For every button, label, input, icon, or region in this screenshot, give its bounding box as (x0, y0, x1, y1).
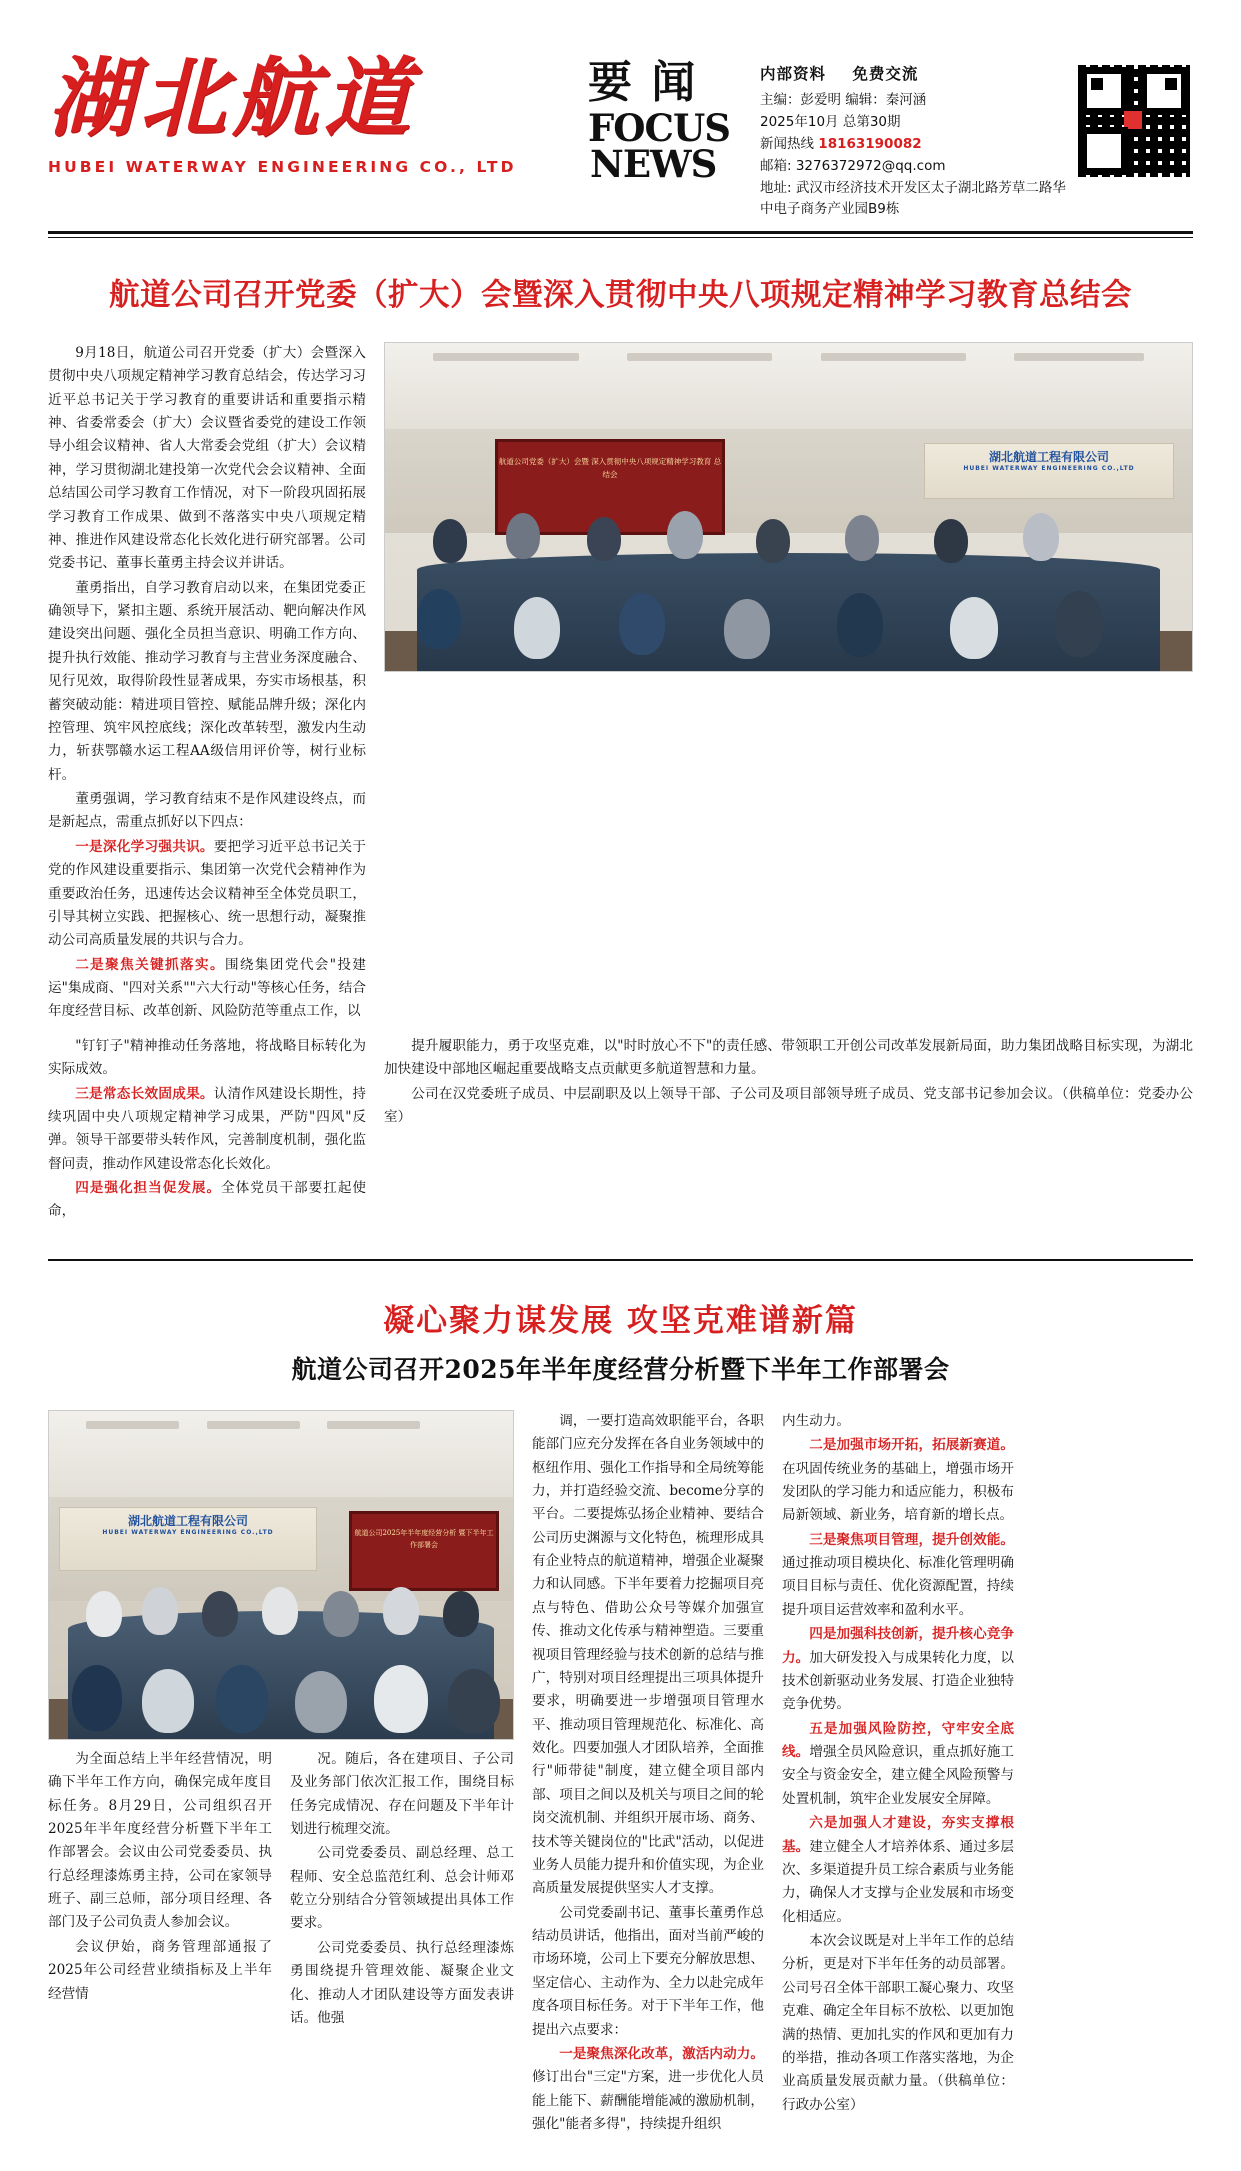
photo-company-sign (924, 443, 1174, 499)
company-sign-en: HUBEI WATERWAY ENGINEERING CO.,LTD (102, 1528, 274, 1536)
article2-photo (48, 1410, 514, 1740)
paragraph: 9月18日，航道公司召开党委（扩大）会暨深入贯彻中央八项规定精神学习教育总结会，传达学习习近平总书记关于学习教育的重要讲话和重要指示精神、省委常委会（扩大）会议暨省委党的建设工作领导小组会议精神、省人大常委会党组（扩大）会议精神，学习贯彻湖北建投第一次党代会会议精神、全面总结国公司学习教育工作情况，对下一阶段巩固拓展学习教育工作成果、做到不落落实中央八项规定精神、推进作风建设常态化长效化进行研究部署。公司党委书记、董事长董勇主持会议并讲话。 (48, 344, 366, 572)
paragraph: 况。随后，各在建项目、子公司及业务部门依次汇报工作，围绕目标任务完成情况、存在问题及下半年计划进行梳理交流。 (290, 1750, 514, 1837)
internal-material-label: 内部资料 (760, 65, 827, 83)
item-text: 通过推动项目模块化、标准化管理明确项目目标与责任、优化资源配置，持续提升项目运营效率和盈利水平。 (782, 1555, 1014, 1618)
article1-column-2 (48, 1035, 366, 1225)
focus-label-en (588, 106, 738, 187)
page-footer-space (48, 2137, 1193, 2171)
item-text: 加大研发投入与成果转化力度，以技术创新驱动业务发展、打造企业独特竞争优势。 (782, 1649, 1015, 1713)
paragraph: 公司党委副书记、董事长董勇作总结动员讲话，他指出，面对当前严峻的市场环境，公司上下要充分解放思想、坚定信心、主动作为、全力以赴完成年度各项目标任务。对于下半年工作，他提出六点要求： (532, 1904, 764, 2038)
item-text: 要把学习近平总书记关于党的作风建设重要指示、集团第一次党代会精神作为重要政治任务，迅速传达会议精神至全体党员职工，引导其树立实践、把握核心、统一思想行动，凝聚推动公司高质量发展的共识与合力。 (48, 838, 366, 949)
article2-headline: 凝心聚力谋发展 攻坚克难谱新篇 (383, 1302, 858, 1339)
paragraph-item (782, 1529, 1014, 1623)
qr-dot-2 (1165, 78, 1177, 90)
article2-column-A (48, 1748, 272, 2032)
item-lead: 四是加强科技创新，提升核心竞争力。 (782, 1626, 1014, 1666)
paragraph-item (48, 1083, 366, 1177)
publication-title-en: HUBEI WATERWAY ENGINEERING CO., LTD (48, 158, 517, 176)
item-lead: 三是常态长效固成果。 (75, 1085, 214, 1102)
free-exchange-label: 免费交流 (852, 65, 919, 83)
paragraph-item (48, 954, 366, 1024)
logo-block (48, 48, 588, 176)
article2-left-block (48, 1410, 514, 2138)
paragraph: 本次会议既是对上半年工作的总结分析，更是对下半年任务的动员部署。公司号召全体干部职工凝心聚力、攻坚克难、确定全年目标不放松、以更加饱满的热情、更加扎实的作风和更加有力的举措，推动各项工作落实落地，为企业高质量发展贡献力量。（供稿单位：行政办公室） (782, 1933, 1014, 2113)
item-lead: 一是深化学习强共识。 (75, 838, 214, 855)
paragraph-item (782, 1623, 1014, 1717)
item-text: 认清作风建设长期性，持续巩固中央八项规定精神学习成果，严防"四风"反弹。领导干部要带头转作风，完善制度机制，强化监督问责，推动作风建设常态化长效化。 (48, 1085, 366, 1172)
qr-dot-3 (1091, 152, 1103, 164)
paragraph: 为全面总结上半年经营情况，明确下半年工作方向，确保完成年度目标任务。8月29日，公司组织召开2025年半年度经营分析暨下半年工作部署会。会议由公司党委委员、执行总经理漆炼勇主持，公司在家领导班子、副三总师，部分项目经理、各部门及子公司负责人参加会议。 (48, 1750, 272, 1931)
photo2-projection-screen: 航道公司2025年半年度经营分析 暨下半年工作部署会 (349, 1511, 499, 1591)
company-sign-cn: 湖北航道工程有限公司 (988, 449, 1109, 464)
item-text: 在巩固传统业务的基础上，增强市场开发团队的学习能力和适应能力，积极布局新领域、新业务，培育新的增长点。 (782, 1460, 1014, 1524)
article2-left-columns (48, 1748, 514, 2032)
article2-row (48, 1410, 1193, 2138)
paragraph-item (782, 1812, 1014, 1929)
company-sign-en: HUBEI WATERWAY ENGINEERING CO.,LTD (963, 464, 1135, 472)
paragraph-item (48, 836, 366, 953)
address-line: 地址: 武汉市经济技术开发区太子湖北路芳草二路华中电子商务产业园B9栋 (760, 179, 1066, 218)
item-text: 全体党员干部要扛起使命， (48, 1180, 367, 1220)
email-line: 邮箱: 3276372972@qq.com (760, 157, 946, 174)
info-top-line (760, 62, 1075, 87)
editor-line: 主编：彭爱明 编辑：秦河涵 (760, 92, 927, 109)
item-text: 增强全员风险意识，重点抓好施工安全与资金安全，建立健全风险预警与处置机制，筑牢企业发展安全屏障。 (782, 1744, 1015, 1807)
article1-top-row (48, 342, 1193, 1025)
paragraph: 会议伊始，商务管理部通报了2025年公司经营业绩指标及上半年经营情 (48, 1938, 272, 2002)
focus-block (588, 56, 738, 187)
company-sign-cn: 湖北航道工程有限公司 (127, 1513, 248, 1528)
paragraph: 公司在汉党委班子成员、中层副职及以上领导干部、子公司及项目部领导班子成员、党支部书记参加会议。（供稿单位：党委办公室） (384, 1085, 1193, 1125)
photo-ceiling (385, 343, 1192, 429)
hotline-label: 新闻热线 (760, 135, 814, 152)
paragraph: 调，一要打造高效职能平台，各职能部门应充分发挥在各自业务领域中的枢纽作用、强化工作指导和全局统筹能力，并打造经验交流、become分享的平台。二要提炼弘扬企业精神、要结合公司历史渊源与文化特色，梳理形成具有企业特点的航道精神，增强企业凝聚力和认同感。下半年要着力挖掘项目亮点与特色、借助公众号等媒介加强宣传、推动文化传承与精神塑造。三要重视项目管理经验与技术创新的总结与推广，特别对项目经理提出三项具体提升要求，明确要进一步增强项目管理水平、推动项目管理规范化、标准化、高效化。四要加强人才团队培养，全面推行"师带徒"制度，建立健全项目部内部、项目之间以及机关与项目之间的轮岗交流机制、并组织开展市场、商务、技术等关键岗位的"比武"活动，以促进业务人员能力提升和价值实现，为企业高质量发展提供坚实人才支撑。 (532, 1412, 764, 1897)
article2-subheadline: 航道公司召开2025年半年度经营分析暨下半年工作部署会 (291, 1354, 950, 1384)
photo-projection-screen: 航道公司党委（扩大）会暨 深入贯彻中央八项规定精神学习教育 总结会 (495, 439, 725, 535)
paragraph-item (48, 1177, 366, 1224)
article1-bottom-row (48, 1035, 1193, 1225)
item-lead: 二是加强市场开拓，拓展新赛道。 (809, 1437, 1014, 1454)
paragraph: 董勇指出，自学习教育启动以来，在集团党委正确领导下，紧扣主题、系统开展活动、靶向解决作风建设突出问题、强化全员担当意识、明确工作方向、提升执行效能、推动学习教育与主营业务深度融合、见行见效，取得阶段性显著成果，夯实市场根基，积蓄突破动能：精进项目管控、赋能品牌升级；深化内控管理、筑牢风控底线；深化改革转型，激发内生动力，斩获鄂赣水运工程AA级信用评价等，树行业标杆。 (48, 579, 366, 783)
paragraph: "钉钉子"精神推动任务落地，将战略目标转化为实际成效。 (48, 1037, 366, 1078)
photo2-ceiling (49, 1411, 513, 1497)
publication-title-cn: 湖北航道 (48, 48, 416, 149)
paragraph-item (532, 2043, 764, 2137)
masthead-info (738, 56, 1075, 221)
photo-attendees (385, 493, 1192, 671)
article1-column-3 (384, 1035, 1193, 1225)
paragraph: 公司党委委员、副总经理、总工程师、安全总监范红利、总会计师邓乾立分别结合分管领域提出具体工作要求。 (290, 1845, 514, 1932)
article1-column-1 (48, 342, 366, 1025)
paragraph: 公司党委委员、执行总经理漆炼勇围绕提升管理效能、凝聚企业文化、推动人才团队建设等方面发表讲话。他强 (290, 1939, 514, 2026)
item-lead: 一是聚焦深化改革，激活内动力。 (559, 2045, 764, 2062)
qr-block (1075, 56, 1193, 180)
paragraph: 提升履职能力，勇于攻坚克难，以"时时放心不下"的责任感、带领职工开创公司改革发展新局面，助力集团战略目标实现，为湖北加快建设中部地区崛起重要战略支点贡献更多航道智慧和力量。 (384, 1037, 1193, 1078)
article1-headline: 航道公司召开党委（扩大）会暨深入贯彻中央八项规定精神学习教育总结会 (109, 277, 1132, 314)
qr-code-icon[interactable] (1075, 62, 1193, 180)
masthead-divider (48, 231, 1193, 238)
paragraph: 内生动力。 (782, 1412, 850, 1429)
paragraph-item (782, 1718, 1014, 1812)
focus-en-line2: NEWS (590, 142, 717, 187)
photo2-attendees (49, 1561, 513, 1739)
item-text: 围绕集团党代会"投建运"集成商、"四对关系""六大行动"等核心任务，结合年度经营目标、改革创新、风险防范等重点工作，以 (48, 956, 366, 1020)
issue-line: 2025年10月 总第30期 (760, 113, 901, 130)
item-lead: 四是强化担当促发展。 (75, 1180, 222, 1197)
paragraph-item (782, 1434, 1014, 1528)
item-text: 修订出台"三定"方案，进一步优化人员能上能下、薪酬能增能减的激励机制，强化"能者多得"，持续提升组织 (532, 2069, 764, 2133)
item-text: 建立健全人才培养体系、通过多层次、多渠道提升员工综合素质与业务能力，确保人才支撑与企业发展和市场变化相适应。 (782, 1838, 1015, 1925)
item-lead: 三是聚焦项目管理，提升创效能。 (809, 1531, 1014, 1548)
focus-en-line1: FOCUS (588, 106, 730, 151)
item-lead: 五是加强风险防控，守牢安全底线。 (782, 1720, 1014, 1761)
paragraph: 董勇强调，学习教育结束不是作风建设终点，而是新起点，需重点抓好以下四点： (48, 791, 366, 831)
qr-center-logo (1124, 111, 1142, 129)
hotline-line (760, 134, 1075, 156)
qr-finder-top-right (1140, 67, 1188, 115)
article1-photo (384, 342, 1193, 672)
item-lead: 二是聚焦关键抓落实。 (75, 956, 225, 973)
article2-column-D (782, 1410, 1014, 2138)
hotline-number: 18163190082 (818, 135, 922, 152)
item-lead: 六是加强人才建设，夯实支撑根基。 (782, 1815, 1014, 1855)
qr-dot-1 (1091, 78, 1103, 90)
focus-label-cn: 要 闻 (588, 57, 698, 108)
article2-column-B (290, 1748, 514, 2032)
masthead (48, 0, 1193, 227)
article2-column-C (532, 1410, 764, 2138)
